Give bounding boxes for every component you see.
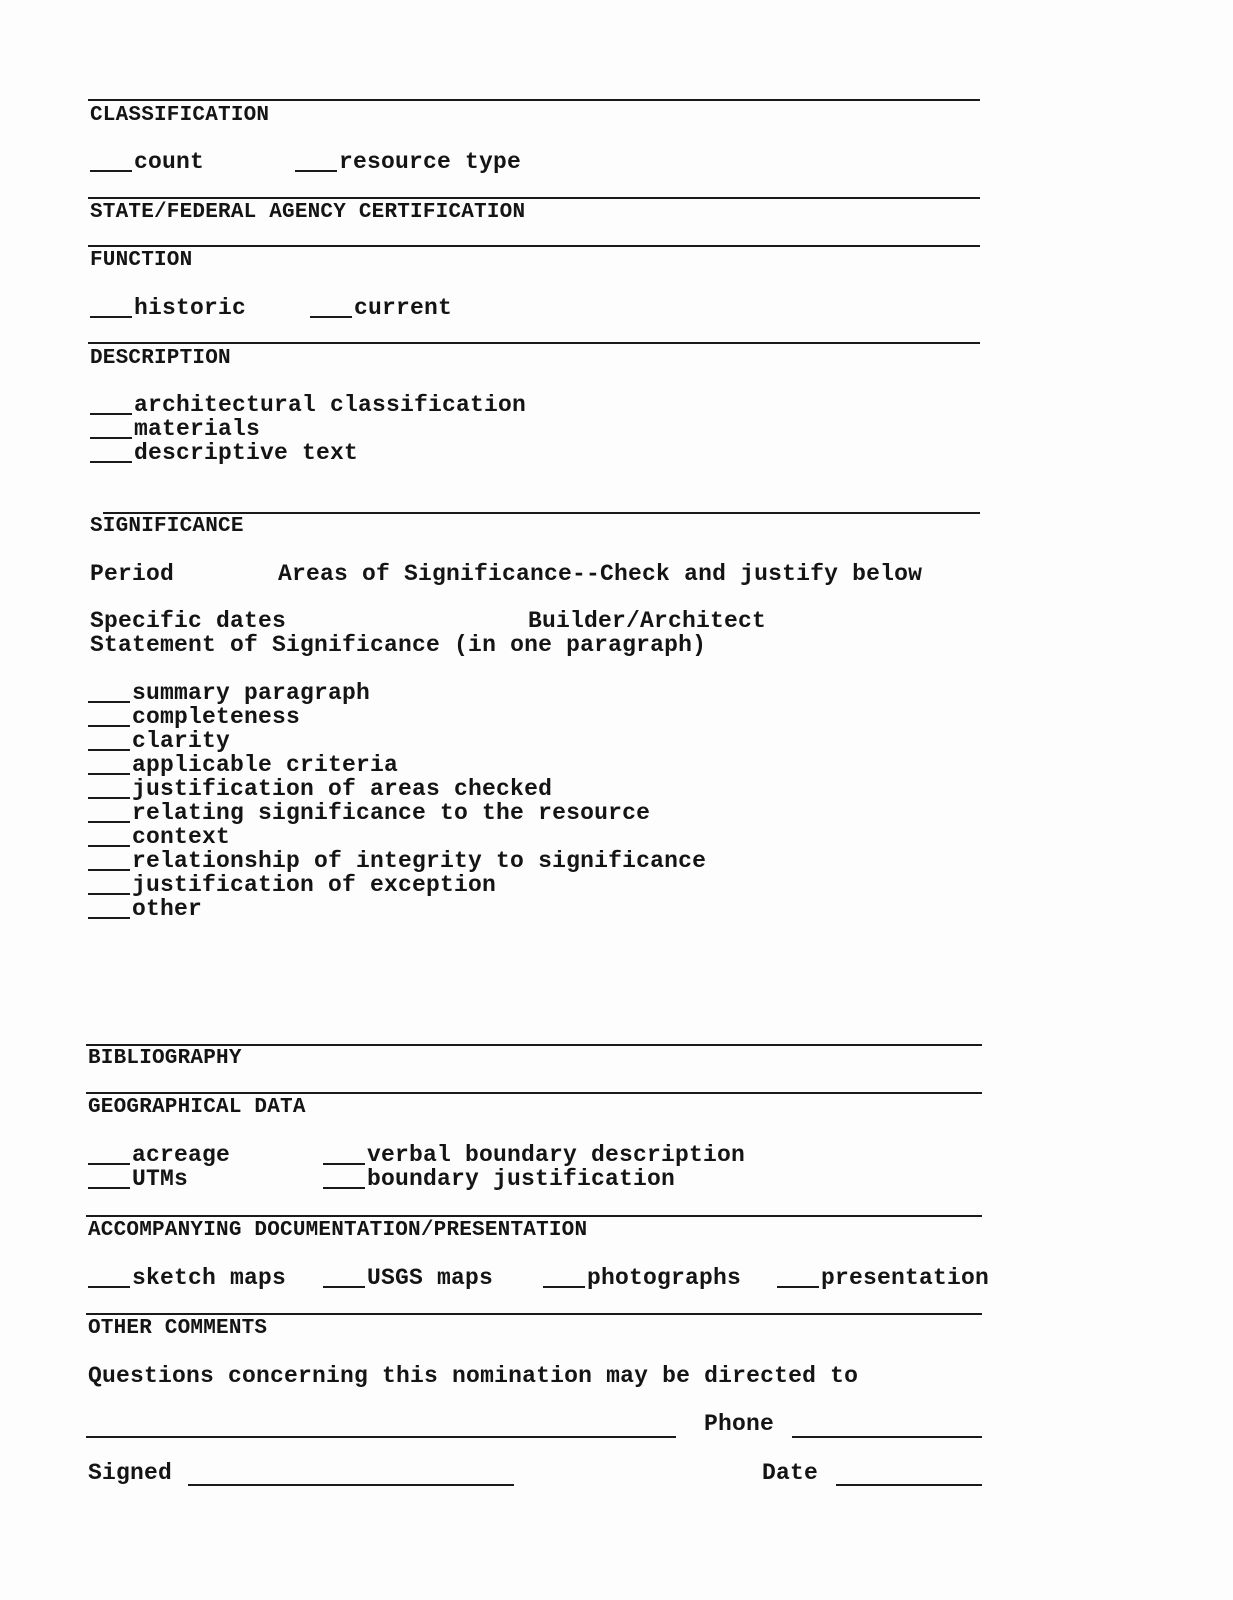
check-blank[interactable] <box>88 1286 130 1288</box>
check-blank[interactable] <box>90 461 132 463</box>
item-label: USGS maps <box>367 1265 494 1291</box>
item-label: presentation <box>821 1265 990 1291</box>
check-blank[interactable] <box>295 170 337 172</box>
checklist-item[interactable] <box>295 151 521 174</box>
item-label: resource type <box>339 149 522 175</box>
contact-name-field[interactable] <box>86 1436 676 1438</box>
check-blank[interactable] <box>88 749 130 751</box>
item-label: relating significance to the resource <box>132 800 651 826</box>
checklist-item[interactable] <box>88 1168 188 1191</box>
phone-field[interactable] <box>792 1436 982 1438</box>
checklist-item[interactable] <box>88 706 300 729</box>
statement-label: Statement of Significance (in one paragraph) <box>90 632 707 658</box>
check-blank[interactable] <box>323 1163 365 1165</box>
signature-field[interactable] <box>188 1484 514 1486</box>
checklist-item[interactable] <box>323 1267 493 1290</box>
checklist-item[interactable] <box>88 1267 286 1290</box>
geographical-heading: GEOGRAPHICAL DATA <box>88 1096 306 1119</box>
period-label: Period <box>90 561 175 587</box>
section-rule <box>88 245 980 247</box>
item-label: acreage <box>132 1142 231 1168</box>
dates-label: Specific dates <box>90 608 287 634</box>
item-label: architectural classification <box>134 392 527 418</box>
item-label: clarity <box>132 728 231 754</box>
item-label: context <box>132 824 231 850</box>
checklist-item[interactable] <box>90 297 246 320</box>
check-blank[interactable] <box>88 725 130 727</box>
phone-label: Phone <box>704 1411 775 1437</box>
item-label: other <box>132 896 203 922</box>
check-blank[interactable] <box>543 1286 585 1288</box>
item-label: count <box>134 149 205 175</box>
section-rule <box>88 342 980 344</box>
item-label: completeness <box>132 704 301 730</box>
checklist-item[interactable] <box>90 394 526 417</box>
checklist-item[interactable] <box>777 1267 989 1290</box>
check-blank[interactable] <box>88 893 130 895</box>
checklist-item[interactable] <box>323 1144 745 1167</box>
check-blank[interactable] <box>88 869 130 871</box>
function-heading: FUNCTION <box>90 249 193 272</box>
section-rule <box>103 512 980 514</box>
section-rule <box>86 1215 982 1217</box>
classification-heading: CLASSIFICATION <box>90 104 270 127</box>
signed-label: Signed <box>88 1460 173 1486</box>
checklist-item[interactable] <box>88 874 496 897</box>
checklist-item[interactable] <box>88 1144 230 1167</box>
documentation-heading: ACCOMPANYING DOCUMENTATION/PRESENTATION <box>88 1219 588 1242</box>
check-blank[interactable] <box>88 917 130 919</box>
item-label: materials <box>134 416 261 442</box>
checklist-item[interactable] <box>88 802 650 825</box>
checklist-item[interactable] <box>88 730 230 753</box>
item-label: applicable criteria <box>132 752 399 778</box>
builder-label: Builder/Architect <box>528 608 767 634</box>
checklist-item[interactable] <box>88 898 202 921</box>
check-blank[interactable] <box>90 316 132 318</box>
item-label: current <box>354 295 453 321</box>
section-rule <box>86 1313 982 1315</box>
check-blank[interactable] <box>88 797 130 799</box>
description-heading: DESCRIPTION <box>90 347 231 370</box>
certification-heading: STATE/FEDERAL AGENCY CERTIFICATION <box>90 201 526 224</box>
item-label: boundary justification <box>367 1166 676 1192</box>
item-label: descriptive text <box>134 440 359 466</box>
item-label: historic <box>134 295 247 321</box>
checklist-item[interactable] <box>323 1168 675 1191</box>
check-blank[interactable] <box>90 437 132 439</box>
date-field[interactable] <box>836 1484 982 1486</box>
item-label: photographs <box>587 1265 742 1291</box>
checklist-item[interactable] <box>543 1267 741 1290</box>
check-blank[interactable] <box>88 1163 130 1165</box>
areas-label: Areas of Significance--Check and justify below <box>278 561 923 587</box>
item-label: UTMs <box>132 1166 189 1192</box>
check-blank[interactable] <box>88 1187 130 1189</box>
checklist-item[interactable] <box>90 151 204 174</box>
check-blank[interactable] <box>323 1286 365 1288</box>
comments-heading: OTHER COMMENTS <box>88 1317 268 1340</box>
check-blank[interactable] <box>88 821 130 823</box>
checklist-item[interactable] <box>88 850 706 873</box>
check-blank[interactable] <box>323 1187 365 1189</box>
significance-heading: SIGNIFICANCE <box>90 515 244 538</box>
section-rule <box>86 1044 982 1046</box>
item-label: summary paragraph <box>132 680 371 706</box>
checklist-item[interactable] <box>88 826 230 849</box>
check-blank[interactable] <box>88 773 130 775</box>
item-label: verbal boundary description <box>367 1142 746 1168</box>
checklist-item[interactable] <box>88 682 370 705</box>
bibliography-heading: BIBLIOGRAPHY <box>88 1047 242 1070</box>
item-label: justification of exception <box>132 872 497 898</box>
check-blank[interactable] <box>88 845 130 847</box>
item-label: justification of areas checked <box>132 776 553 802</box>
section-rule <box>88 99 980 101</box>
checklist-item[interactable] <box>90 418 260 441</box>
item-label: relationship of integrity to significance <box>132 848 707 874</box>
section-rule <box>86 1092 982 1094</box>
check-blank[interactable] <box>90 170 132 172</box>
checklist-item[interactable] <box>310 297 452 320</box>
checklist-item[interactable] <box>88 778 552 801</box>
check-blank[interactable] <box>88 701 130 703</box>
check-blank[interactable] <box>777 1286 819 1288</box>
section-rule <box>88 197 980 199</box>
checklist-item[interactable] <box>90 442 358 465</box>
check-blank[interactable] <box>90 413 132 415</box>
date-label: Date <box>762 1460 819 1486</box>
item-label: sketch maps <box>132 1265 287 1291</box>
check-blank[interactable] <box>310 316 352 318</box>
questions-text: Questions concerning this nomination may be directed to <box>88 1363 859 1389</box>
checklist-item[interactable] <box>88 754 398 777</box>
